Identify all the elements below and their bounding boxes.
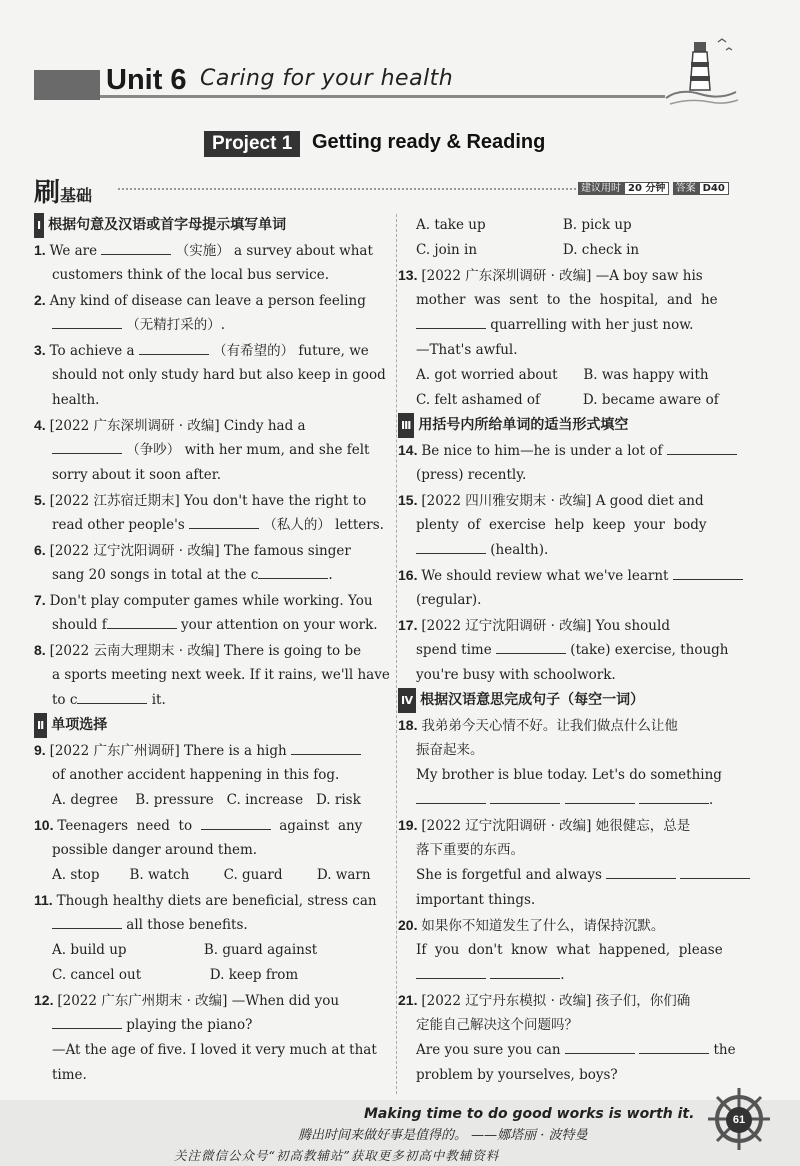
answer-blank[interactable]	[639, 1039, 709, 1054]
text-line	[34, 263, 394, 288]
text-segment: (regular).	[416, 592, 482, 608]
section-heading	[34, 172, 92, 209]
text-line	[34, 688, 394, 713]
answer-blank[interactable]	[52, 439, 122, 454]
question-line	[34, 588, 394, 613]
text-line	[398, 663, 770, 688]
text-segment: [2022 辽宁丹东模拟 · 改编] 孩子们，你们确	[421, 993, 691, 1009]
text-segment: all those benefits.	[122, 917, 248, 933]
text-line	[34, 663, 394, 688]
question-number: 21.	[398, 992, 422, 1008]
answer-blank[interactable]	[139, 340, 209, 355]
text-segment: [2022 江苏宿迁期末] You don't have the right to	[49, 493, 367, 509]
text-line	[34, 963, 394, 988]
question-number: 2.	[34, 292, 50, 308]
question-line	[34, 813, 394, 838]
text-line	[34, 463, 394, 488]
text-line	[398, 788, 770, 813]
question-line	[398, 913, 770, 938]
text-line	[34, 838, 394, 863]
answer-blank[interactable]	[101, 240, 171, 255]
text-segment: C. cancel out D. keep from	[52, 967, 299, 983]
time-label: 建议用时	[578, 182, 624, 195]
text-segment: .	[708, 792, 714, 808]
text-segment: （有希望的） future, we	[208, 343, 369, 359]
text-segment: Don't play computer games while working. You	[49, 593, 373, 609]
question-number: 8.	[34, 642, 50, 658]
question-line	[34, 413, 394, 438]
text-segment: （争吵） with her mum, and she felt	[122, 442, 370, 458]
text-segment: you're busy with schoolwork.	[416, 667, 616, 683]
section-big: 刷	[34, 178, 61, 208]
column-divider	[396, 214, 397, 1094]
answer-blank[interactable]	[416, 789, 486, 804]
question-number: 9.	[34, 742, 50, 758]
time-value: 20 分钟	[624, 182, 669, 195]
text-line	[34, 863, 394, 888]
question-line	[398, 263, 770, 288]
text-segment: We should review what we've learnt	[421, 568, 673, 584]
text-segment: A. degree B. pressure C. increase D. risk	[52, 792, 361, 808]
question-line	[398, 563, 770, 588]
answer-blank[interactable]	[416, 314, 486, 329]
text-segment: Are you sure you can	[416, 1042, 565, 1058]
section-title	[34, 713, 394, 738]
question-line	[34, 638, 394, 663]
text-segment: A. got worried about B. was happy with	[416, 367, 709, 383]
text-segment: We are	[49, 243, 102, 259]
text-segment: customers think of the local bus service.	[52, 267, 329, 283]
section-text: 单项选择	[51, 717, 108, 733]
question-number: 3.	[34, 342, 50, 358]
text-line	[34, 763, 394, 788]
question-line	[398, 988, 770, 1013]
text-segment: C. felt ashamed of D. became aware of	[416, 392, 719, 408]
text-segment: 如果你不知道发生了什么，请保持沉默。	[421, 918, 665, 934]
footer-quote-cn: 腾出时间来做好事是值得的。 ——娜塔丽 · 波特曼	[298, 1128, 588, 1143]
text-line	[398, 463, 770, 488]
text-segment: [2022 广东广州期末 · 改编] —When did you	[57, 993, 340, 1009]
text-line	[398, 363, 770, 388]
answer-blank[interactable]	[52, 1014, 122, 1029]
answer-blank[interactable]	[107, 614, 177, 629]
text-line	[34, 513, 394, 538]
answer-blank[interactable]	[52, 914, 122, 929]
text-segment: 振奋起来。	[416, 742, 484, 758]
text-segment: plenty of exercise help keep your body	[416, 517, 707, 533]
answer-blank[interactable]	[52, 314, 122, 329]
section-small: 基础	[60, 186, 93, 205]
text-line	[398, 388, 770, 413]
text-line	[34, 938, 394, 963]
text-segment: A. stop B. watch C. guard D. warn	[52, 867, 371, 883]
section-roman: Ⅰ	[34, 213, 44, 238]
text-line	[398, 238, 770, 263]
text-line	[398, 738, 770, 763]
section-roman: Ⅳ	[398, 688, 416, 713]
question-number: 15.	[398, 492, 422, 508]
question-number: 12.	[34, 992, 58, 1008]
text-segment: (health).	[486, 542, 549, 558]
text-line	[34, 1013, 394, 1038]
text-segment: it.	[147, 692, 166, 708]
answer-blank[interactable]	[490, 789, 560, 804]
section-roman: Ⅲ	[398, 413, 414, 438]
answer-blank[interactable]	[606, 864, 676, 879]
answer-label: 答案	[673, 182, 699, 195]
question-number: 16.	[398, 567, 422, 583]
answer-blank[interactable]	[201, 815, 271, 830]
question-line	[34, 338, 394, 363]
question-line	[34, 488, 394, 513]
text-line	[398, 638, 770, 663]
section-text: 用括号内所给单词的适当形式填空	[418, 417, 629, 433]
time-tag	[578, 179, 729, 194]
text-segment: possible danger around them.	[52, 842, 258, 858]
text-segment: [2022 广东深圳调研 · 改编] Cindy had a	[49, 418, 306, 434]
text-segment: C. join in D. check in	[416, 242, 640, 258]
text-segment: to c	[52, 692, 78, 708]
answer-value: D40	[699, 182, 729, 195]
text-line	[398, 513, 770, 538]
text-line	[398, 838, 770, 863]
footer-quote-en: Making time to do good works is worth it.	[364, 1106, 695, 1122]
text-line	[398, 763, 770, 788]
text-segment: —That's awful.	[416, 342, 518, 358]
text-segment: Be nice to him—he is under a lot of	[421, 443, 667, 459]
section-roman: Ⅱ	[34, 713, 47, 738]
question-line	[398, 713, 770, 738]
question-number: 6.	[34, 542, 50, 558]
text-line	[398, 538, 770, 563]
question-number: 7.	[34, 592, 50, 608]
text-segment: health.	[52, 392, 100, 408]
text-segment: sorry about it soon after.	[52, 467, 222, 483]
text-line	[398, 313, 770, 338]
text-segment: problem by yourselves, boys?	[416, 1067, 618, 1083]
text-segment: Teenagers need to	[57, 818, 201, 834]
unit-title: Unit 6	[106, 64, 187, 96]
answer-blank[interactable]	[565, 789, 635, 804]
text-segment: a sports meeting next week. If it rains, we'll have	[52, 667, 390, 683]
question-line	[34, 988, 394, 1013]
text-segment: [2022 辽宁沈阳调研 · 改编] You should	[421, 618, 670, 634]
text-segment: My brother is blue today. Let's do something	[416, 767, 722, 783]
answer-blank[interactable]	[258, 564, 328, 579]
text-line	[398, 213, 770, 238]
text-line	[34, 313, 394, 338]
answer-blank[interactable]	[291, 740, 361, 755]
project-label: Project 1	[204, 131, 300, 157]
right-column	[398, 213, 770, 1088]
section-text: 根据句意及汉语或首字母提示填写单词	[48, 217, 287, 233]
answer-blank[interactable]	[639, 789, 709, 804]
text-segment: (press) recently.	[416, 467, 527, 483]
text-segment: of another accident happening in this fog.	[52, 767, 340, 783]
text-segment: should not only study hard but also keep in good	[52, 367, 386, 383]
text-line	[398, 1013, 770, 1038]
text-line	[34, 1038, 394, 1063]
text-segment: Any kind of disease can leave a person feeling	[49, 293, 366, 309]
answer-blank[interactable]	[565, 1039, 635, 1054]
question-number: 20.	[398, 917, 422, 933]
text-segment: time.	[52, 1067, 87, 1083]
question-number: 13.	[398, 267, 422, 283]
text-line	[34, 563, 394, 588]
footer-notice: 关注微信公众号“初高教辅站”获取更多初高中教辅资料	[174, 1148, 500, 1163]
text-segment: quarrelling with her just now.	[486, 317, 694, 333]
question-line	[34, 288, 394, 313]
text-line	[398, 1063, 770, 1088]
text-segment: read other people's	[52, 517, 190, 533]
question-number: 18.	[398, 717, 422, 733]
answer-blank[interactable]	[673, 565, 743, 580]
header-bar	[34, 70, 100, 100]
text-segment: 落下重要的东西。	[416, 842, 524, 858]
text-segment: 我弟弟今天心情不好。让我们做点什么让他	[421, 718, 678, 734]
question-number: 5.	[34, 492, 50, 508]
answer-blank[interactable]	[77, 689, 147, 704]
question-line	[398, 488, 770, 513]
text-segment: spend time	[416, 642, 497, 658]
text-line	[398, 588, 770, 613]
text-segment: To achieve a	[49, 343, 139, 359]
text-segment: sang 20 songs in total at the c	[52, 567, 259, 583]
text-segment: [2022 四川雅安期末 · 改编] A good diet and	[421, 493, 704, 509]
text-line	[34, 438, 394, 463]
text-segment: 定能自己解决这个问题吗？	[416, 1017, 578, 1033]
question-number: 10.	[34, 817, 58, 833]
question-line	[34, 238, 394, 263]
section-text: 根据汉语意思完成句子（每空一词）	[420, 692, 645, 708]
answer-blank[interactable]	[189, 514, 259, 529]
page-number: 61	[726, 1107, 752, 1133]
question-line	[398, 438, 770, 463]
text-segment: A. take up B. pick up	[416, 217, 632, 233]
answer-blank[interactable]	[496, 639, 566, 654]
answer-blank[interactable]	[416, 964, 486, 979]
answer-blank[interactable]	[416, 539, 486, 554]
text-line	[398, 1038, 770, 1063]
text-segment: A. build up B. guard against	[52, 942, 318, 958]
unit-subtitle: Caring for your health	[200, 66, 454, 91]
text-line	[398, 963, 770, 988]
text-segment: [2022 辽宁沈阳调研 · 改编] 她很健忘，总是	[421, 818, 691, 834]
dotted-rule	[118, 188, 576, 190]
text-segment: against any	[270, 818, 363, 834]
text-segment: （私人的） letters.	[259, 517, 384, 533]
question-number: 11.	[34, 892, 57, 908]
lighthouse-icon	[660, 28, 740, 108]
text-line	[398, 288, 770, 313]
project-title: Getting ready & Reading	[312, 131, 546, 153]
text-line	[398, 863, 770, 888]
text-segment: [2022 辽宁沈阳调研 · 改编] The famous singer	[49, 543, 351, 559]
text-segment: （无精打采的）.	[122, 317, 226, 333]
text-line	[398, 338, 770, 363]
question-line	[398, 813, 770, 838]
text-segment: [2022 广东深圳调研 · 改编] —A boy saw his	[421, 268, 703, 284]
question-number: 17.	[398, 617, 422, 633]
section-title	[398, 413, 770, 438]
text-segment: the	[709, 1042, 736, 1058]
text-segment: If you don't know what happened, please	[416, 942, 723, 958]
question-line	[398, 613, 770, 638]
text-segment: [2022 广东广州调研] There is a high	[49, 743, 291, 759]
text-segment: .	[328, 567, 333, 583]
section-title	[398, 688, 770, 713]
answer-blank[interactable]	[680, 864, 750, 879]
text-line	[34, 913, 394, 938]
text-segment: mother was sent to the hospital, and he	[416, 292, 718, 308]
text-line	[34, 363, 394, 388]
text-segment: Though healthy diets are beneficial, stress can	[56, 893, 377, 909]
question-line	[34, 538, 394, 563]
question-line	[34, 888, 394, 913]
text-line	[34, 613, 394, 638]
text-segment: should f	[52, 617, 107, 633]
question-number: 1.	[34, 242, 50, 258]
text-segment: [2022 云南大理期末 · 改编] There is going to be	[49, 643, 362, 659]
text-line	[398, 938, 770, 963]
text-line	[34, 1063, 394, 1088]
answer-blank[interactable]	[490, 964, 560, 979]
question-line	[34, 738, 394, 763]
question-number: 4.	[34, 417, 50, 433]
text-segment: your attention on your work.	[176, 617, 378, 633]
text-segment: playing the piano?	[122, 1017, 253, 1033]
text-line	[398, 888, 770, 913]
question-number: 14.	[398, 442, 422, 458]
text-segment: She is forgetful and always	[416, 867, 607, 883]
text-line	[34, 388, 394, 413]
left-column	[34, 213, 394, 1088]
question-number: 19.	[398, 817, 422, 833]
section-title	[34, 213, 394, 238]
text-line	[34, 788, 394, 813]
answer-blank[interactable]	[667, 440, 737, 455]
text-segment: （实施） a survey about what	[171, 243, 373, 259]
text-segment: important things.	[416, 892, 536, 908]
text-segment: (take) exercise, though	[566, 642, 729, 658]
text-segment: .	[560, 967, 565, 983]
text-segment: —At the age of five. I loved it very much at that	[52, 1042, 377, 1058]
